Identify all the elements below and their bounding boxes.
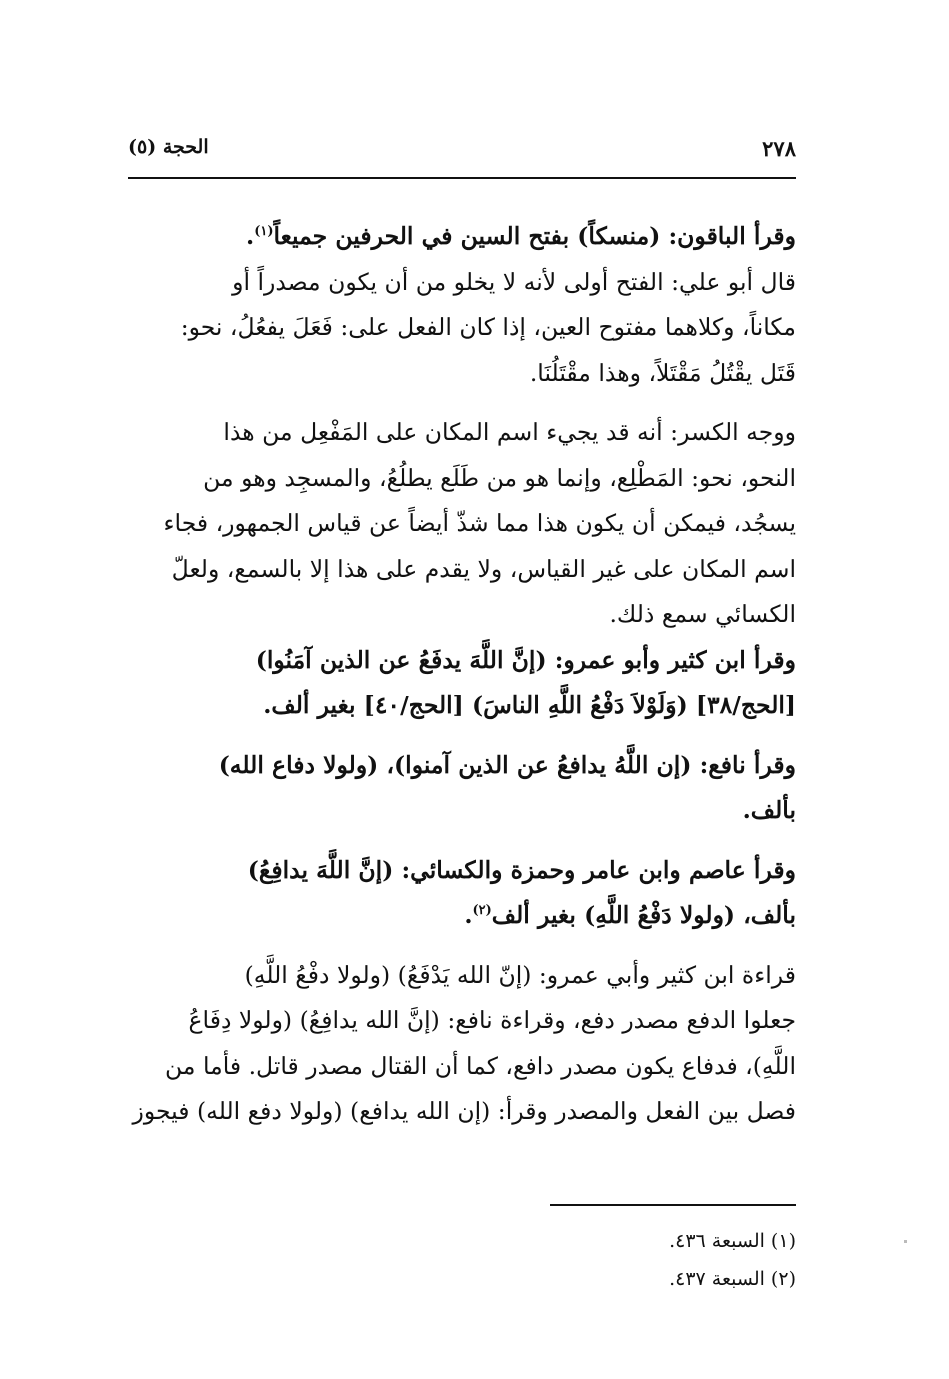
- text-line: النحو، نحو: المَطْلِع، وإنما هو من طَلَع يطلُعُ، والمسجِد وهو من: [203, 463, 796, 492]
- text-line: وقرأ ابن كثير وأبو عمرو: (إنَّ اللَّهَ يدفَعُ عن الذين آمَنُوا): [255, 645, 796, 674]
- text-line: فصل بين الفعل والمصدر وقرأ: (إن الله يدافع) (ولولا دفع الله) فيجوز: [132, 1097, 796, 1125]
- footnote-rule: [550, 1204, 796, 1206]
- main-text: [128, 214, 796, 1135]
- text-line: قراءة ابن كثير وأبي عمرو: (إنّ الله يَدْفَعُ) (ولولا دفْعُ اللَّهِ): [244, 960, 796, 989]
- text-line: وقرأ نافع: (إن اللَّهُ يدافعُ عن الذين آمنوا)، (ولولا دفاع الله): [218, 750, 796, 779]
- paragraph-nafi: [128, 743, 796, 834]
- text-line: الكسائي سمع ذلك.: [609, 600, 796, 628]
- text-line: اسم المكان على غير القياس، ولا يقدم على هذا إلا بالسمع، ولعلّ: [171, 554, 796, 583]
- footnote-ref-1: (١): [254, 224, 274, 240]
- footnote-2: (٢) السبعة ٤٣٧.: [669, 1268, 796, 1290]
- text-line: اللَّهِ)، فدفاع يكون مصدر دافع، كما أن القتال مصدر قاتل. فأما من: [165, 1051, 796, 1080]
- footnotes: [450, 1222, 796, 1298]
- scan-speck: [904, 1240, 907, 1243]
- text-line: مكاناً، وكلاهما مفتوح العين، إذا كان الفعل على: فَعَلَ يفعُلُ، نحو:: [180, 313, 796, 341]
- paragraph-ibn-kathir: [128, 638, 796, 729]
- text-line: يسجُد، فيمكن أن يكون هذا مما شذّ أيضاً عن قياس الجمهور، فجاء: [163, 509, 796, 537]
- text-line: [الحج/٣٨] (وَلَوْلاَ دَفْعُ اللَّهِ الناسَ) [الحج/٤٠] بغير ألف.: [263, 691, 796, 719]
- paragraph-qiraa: [128, 953, 796, 1135]
- footnote-1: (١) السبعة ٤٣٦.: [669, 1230, 796, 1252]
- text-line: بألف.: [742, 796, 796, 824]
- paragraph-abu-ali: [128, 260, 796, 397]
- text-line: قَتَل يقْتُلُ مَقْتَلاً، وهذا مقْتَلُنَا.: [529, 358, 796, 387]
- header-rule: [128, 177, 796, 179]
- text-line: وقرأ الباقون: (منسكاً) بفتح السين في الحرفين جميعاً$^{(١)}$.: [246, 222, 796, 250]
- paragraph-asim: [128, 848, 796, 939]
- text-line: قال أبو علي: الفتح أولى لأنه لا يخلو من أن يكون مصدراً أو: [232, 267, 796, 296]
- footnote-ref-2: (٢): [472, 903, 492, 919]
- text-line: ووجه الكسر: أنه قد يجيء اسم المكان على المَفْعِل من هذا: [223, 418, 796, 446]
- page-number: ٢٧٨: [762, 136, 796, 161]
- text-line: بألف، (ولولا دَفْعُ اللَّهِ) بغير ألف$^{(٢)}$.: [464, 901, 796, 929]
- paragraph-baqun-reading: [128, 214, 796, 260]
- text-line: جعلوا الدفع مصدر دفع، وقراءة نافع: (إنَّ الله يدافِعُ) (ولولا دِفَاعُ: [188, 1006, 796, 1034]
- book-title: الحجة (٥): [128, 136, 209, 158]
- paragraph-kasr: [128, 410, 796, 638]
- text-line: وقرأ عاصم وابن عامر وحمزة والكسائي: (إنَّ اللَّهَ يدافِعُ): [247, 855, 796, 884]
- running-header: [128, 136, 796, 170]
